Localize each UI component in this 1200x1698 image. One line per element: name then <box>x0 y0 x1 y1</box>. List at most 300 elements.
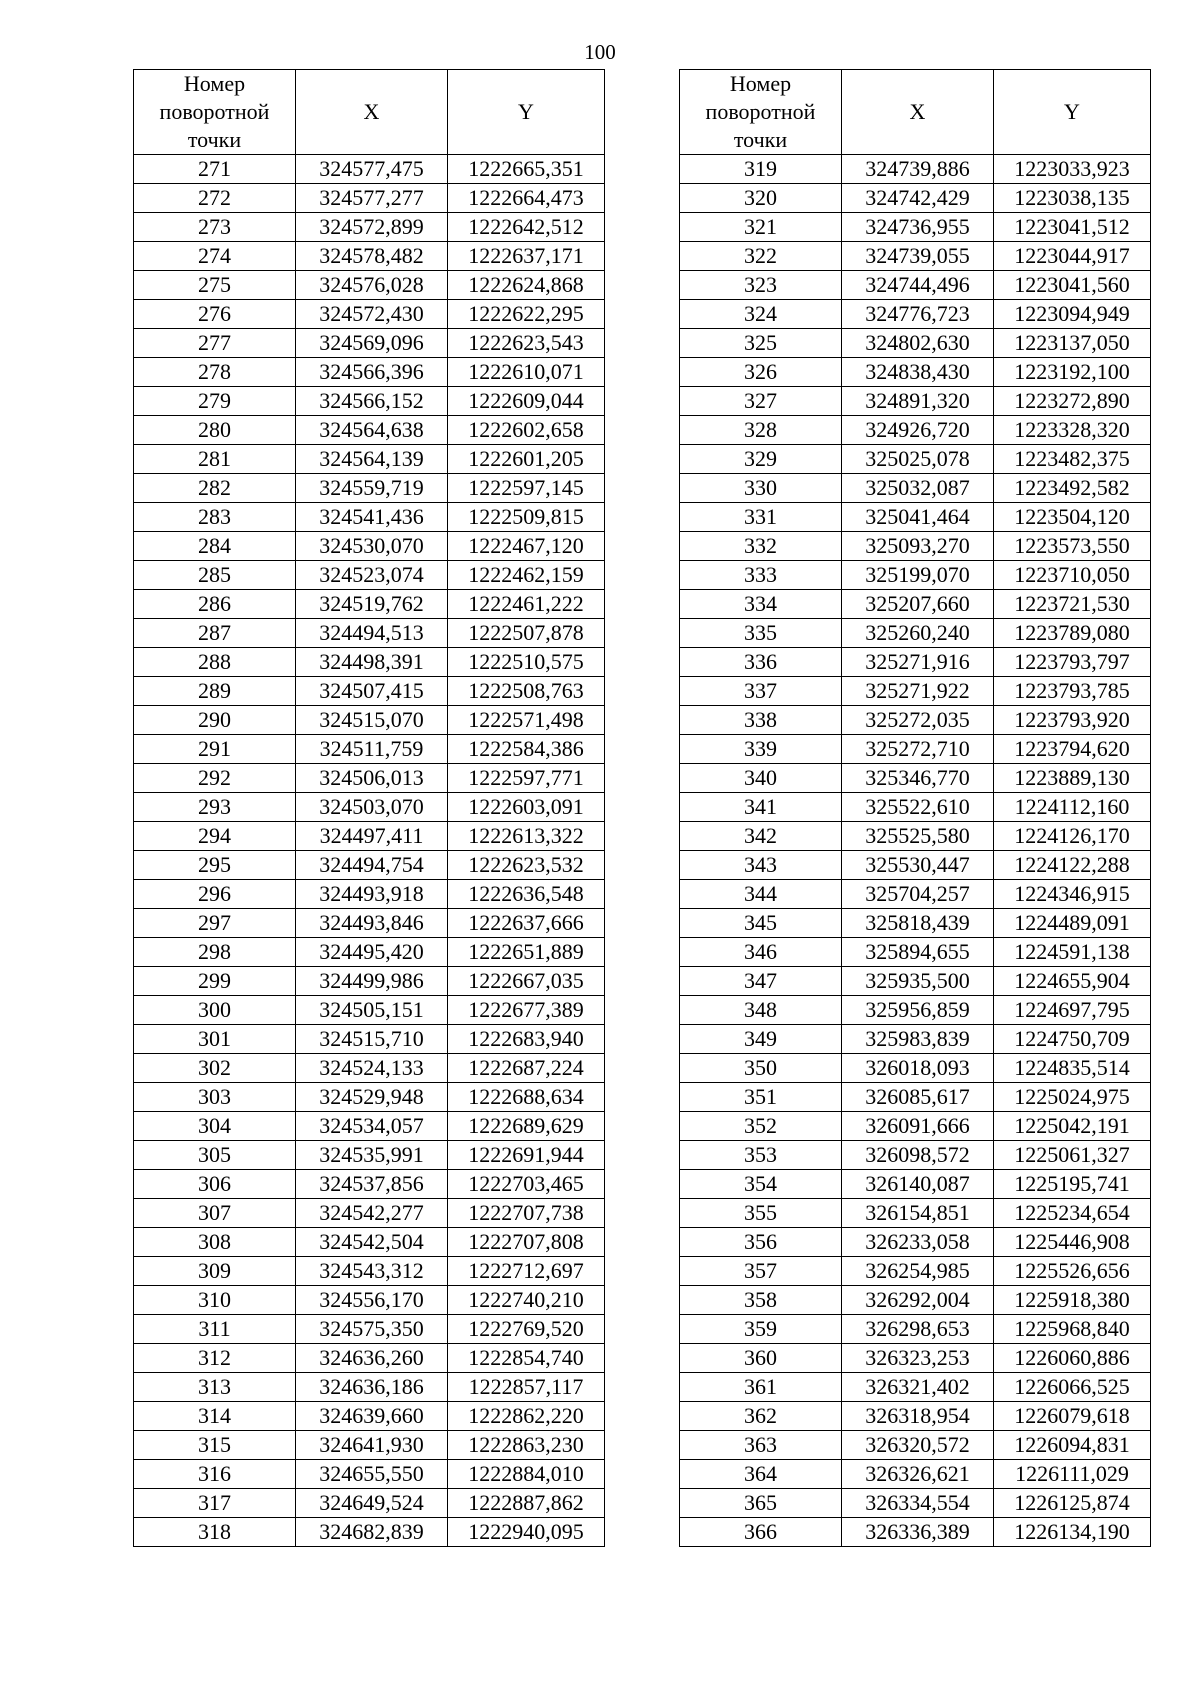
header-row <box>134 70 605 155</box>
cell-x: 324566,152 <box>296 387 448 416</box>
table-row <box>680 619 1151 648</box>
cell-y: 1225446,908 <box>994 1228 1151 1257</box>
cell-y: 1223794,620 <box>994 735 1151 764</box>
cell-y: 1222584,386 <box>448 735 605 764</box>
cell-x: 324493,846 <box>296 909 448 938</box>
cell-y: 1222857,117 <box>448 1373 605 1402</box>
cell-point-number: 304 <box>134 1112 296 1141</box>
cell-point-number: 327 <box>680 387 842 416</box>
header-point-number-line: поворотной <box>705 99 816 124</box>
cell-x: 324542,277 <box>296 1199 448 1228</box>
cell-x: 324537,856 <box>296 1170 448 1199</box>
cell-x: 325199,070 <box>842 561 994 590</box>
cell-y: 1223328,320 <box>994 416 1151 445</box>
header-point-number-line: точки <box>733 127 788 152</box>
cell-point-number: 339 <box>680 735 842 764</box>
cell-point-number: 294 <box>134 822 296 851</box>
cell-x: 324515,710 <box>296 1025 448 1054</box>
table-row <box>680 909 1151 938</box>
cell-x: 325530,447 <box>842 851 994 880</box>
table-row <box>134 938 605 967</box>
header-row <box>680 70 1151 155</box>
cell-point-number: 346 <box>680 938 842 967</box>
cell-y: 1222651,889 <box>448 938 605 967</box>
cell-x: 326336,389 <box>842 1518 994 1547</box>
cell-y: 1222636,548 <box>448 880 605 909</box>
cell-y: 1222688,634 <box>448 1083 605 1112</box>
cell-y: 1222609,044 <box>448 387 605 416</box>
cell-point-number: 308 <box>134 1228 296 1257</box>
cell-point-number: 278 <box>134 358 296 387</box>
table-row <box>680 1402 1151 1431</box>
cell-point-number: 318 <box>134 1518 296 1547</box>
cell-x: 325818,439 <box>842 909 994 938</box>
cell-point-number: 298 <box>134 938 296 967</box>
cell-point-number: 326 <box>680 358 842 387</box>
cell-x: 325093,270 <box>842 532 994 561</box>
table-row <box>134 184 605 213</box>
cell-y: 1222597,771 <box>448 764 605 793</box>
table-row <box>134 619 605 648</box>
cell-point-number: 355 <box>680 1199 842 1228</box>
cell-y: 1224591,138 <box>994 938 1151 967</box>
cell-y: 1222667,035 <box>448 967 605 996</box>
cell-x: 326098,572 <box>842 1141 994 1170</box>
table-row <box>134 213 605 242</box>
cell-y: 1222854,740 <box>448 1344 605 1373</box>
table-row <box>680 1257 1151 1286</box>
cell-y: 1222683,940 <box>448 1025 605 1054</box>
table-row <box>134 155 605 184</box>
cell-point-number: 307 <box>134 1199 296 1228</box>
cell-x: 324529,948 <box>296 1083 448 1112</box>
cell-y: 1222509,815 <box>448 503 605 532</box>
cell-x: 324564,139 <box>296 445 448 474</box>
table-row <box>134 387 605 416</box>
cell-point-number: 287 <box>134 619 296 648</box>
cell-y: 1224122,288 <box>994 851 1151 880</box>
cell-point-number: 337 <box>680 677 842 706</box>
cell-point-number: 347 <box>680 967 842 996</box>
cell-y: 1223482,375 <box>994 445 1151 474</box>
table-row <box>134 822 605 851</box>
cell-y: 1223038,135 <box>994 184 1151 213</box>
cell-point-number: 365 <box>680 1489 842 1518</box>
cell-x: 324578,482 <box>296 242 448 271</box>
cell-x: 324572,430 <box>296 300 448 329</box>
table-row <box>134 329 605 358</box>
cell-point-number: 271 <box>134 155 296 184</box>
cell-x: 325935,500 <box>842 967 994 996</box>
table-row <box>680 474 1151 503</box>
table-row <box>680 590 1151 619</box>
cell-y: 1225061,327 <box>994 1141 1151 1170</box>
table-row <box>134 358 605 387</box>
cell-y: 1222622,295 <box>448 300 605 329</box>
cell-x: 326334,554 <box>842 1489 994 1518</box>
cell-point-number: 335 <box>680 619 842 648</box>
cell-point-number: 358 <box>680 1286 842 1315</box>
cell-x: 326292,004 <box>842 1286 994 1315</box>
cell-x: 324572,899 <box>296 213 448 242</box>
table-row <box>134 1489 605 1518</box>
table-row <box>680 561 1151 590</box>
cell-point-number: 305 <box>134 1141 296 1170</box>
table-row <box>680 271 1151 300</box>
cell-point-number: 360 <box>680 1344 842 1373</box>
coordinates-table-left <box>133 69 605 1547</box>
table-row <box>134 764 605 793</box>
cell-y: 1222665,351 <box>448 155 605 184</box>
table-row <box>680 1112 1151 1141</box>
table-row <box>134 1344 605 1373</box>
cell-x: 326321,402 <box>842 1373 994 1402</box>
table-row <box>680 1489 1151 1518</box>
table-row <box>134 1431 605 1460</box>
cell-point-number: 280 <box>134 416 296 445</box>
table-row <box>134 793 605 822</box>
cell-x: 326298,653 <box>842 1315 994 1344</box>
cell-x: 324559,719 <box>296 474 448 503</box>
cell-point-number: 302 <box>134 1054 296 1083</box>
table-row <box>134 1518 605 1547</box>
cell-point-number: 288 <box>134 648 296 677</box>
cell-y: 1223041,560 <box>994 271 1151 300</box>
table-row <box>680 1518 1151 1547</box>
cell-x: 324523,074 <box>296 561 448 590</box>
cell-x: 324498,391 <box>296 648 448 677</box>
cell-x: 326318,954 <box>842 1402 994 1431</box>
cell-x: 324575,350 <box>296 1315 448 1344</box>
cell-point-number: 320 <box>680 184 842 213</box>
cell-point-number: 272 <box>134 184 296 213</box>
table-row <box>134 706 605 735</box>
table-row <box>134 1025 605 1054</box>
cell-point-number: 344 <box>680 880 842 909</box>
table-row <box>134 271 605 300</box>
cell-point-number: 282 <box>134 474 296 503</box>
table-row <box>680 503 1151 532</box>
cell-y: 1226125,874 <box>994 1489 1151 1518</box>
cell-x: 326018,093 <box>842 1054 994 1083</box>
cell-y: 1226060,886 <box>994 1344 1151 1373</box>
cell-point-number: 290 <box>134 706 296 735</box>
cell-x: 325346,770 <box>842 764 994 793</box>
cell-point-number: 285 <box>134 561 296 590</box>
cell-point-number: 306 <box>134 1170 296 1199</box>
cell-x: 324802,630 <box>842 329 994 358</box>
cell-y: 1223137,050 <box>994 329 1151 358</box>
cell-x: 325704,257 <box>842 880 994 909</box>
table-row <box>134 851 605 880</box>
cell-x: 324495,420 <box>296 938 448 967</box>
table-row <box>680 1460 1151 1489</box>
table-row <box>680 184 1151 213</box>
table-row <box>680 387 1151 416</box>
cell-x: 324838,430 <box>842 358 994 387</box>
cell-x: 324891,320 <box>842 387 994 416</box>
cell-x: 326254,985 <box>842 1257 994 1286</box>
cell-x: 325983,839 <box>842 1025 994 1054</box>
cell-x: 325272,035 <box>842 706 994 735</box>
cell-point-number: 296 <box>134 880 296 909</box>
header-point-number-line: Номер <box>729 71 792 96</box>
table-row <box>134 1199 605 1228</box>
cell-y: 1222571,498 <box>448 706 605 735</box>
cell-point-number: 309 <box>134 1257 296 1286</box>
cell-point-number: 364 <box>680 1460 842 1489</box>
cell-point-number: 273 <box>134 213 296 242</box>
table-row <box>680 155 1151 184</box>
table-row <box>680 1170 1151 1199</box>
table-row <box>134 1170 605 1199</box>
cell-y: 1226066,525 <box>994 1373 1151 1402</box>
cell-point-number: 310 <box>134 1286 296 1315</box>
cell-y: 1226134,190 <box>994 1518 1151 1547</box>
cell-point-number: 324 <box>680 300 842 329</box>
cell-y: 1222510,575 <box>448 648 605 677</box>
table-row <box>680 1344 1151 1373</box>
cell-y: 1226079,618 <box>994 1402 1151 1431</box>
cell-y: 1225042,191 <box>994 1112 1151 1141</box>
cell-x: 324493,918 <box>296 880 448 909</box>
table-row <box>680 300 1151 329</box>
cell-y: 1222712,697 <box>448 1257 605 1286</box>
cell-point-number: 301 <box>134 1025 296 1054</box>
cell-x: 326323,253 <box>842 1344 994 1373</box>
cell-y: 1222603,091 <box>448 793 605 822</box>
cell-x: 324542,504 <box>296 1228 448 1257</box>
cell-y: 1222637,171 <box>448 242 605 271</box>
cell-y: 1224697,795 <box>994 996 1151 1025</box>
page-number: 100 <box>584 40 616 64</box>
cell-point-number: 313 <box>134 1373 296 1402</box>
table-row <box>680 1315 1151 1344</box>
cell-point-number: 316 <box>134 1460 296 1489</box>
cell-x: 324505,151 <box>296 996 448 1025</box>
cell-y: 1222689,629 <box>448 1112 605 1141</box>
cell-y: 1222597,145 <box>448 474 605 503</box>
cell-x: 325272,710 <box>842 735 994 764</box>
cell-point-number: 336 <box>680 648 842 677</box>
cell-point-number: 276 <box>134 300 296 329</box>
cell-point-number: 342 <box>680 822 842 851</box>
cell-x: 324776,723 <box>842 300 994 329</box>
cell-y: 1222707,738 <box>448 1199 605 1228</box>
cell-y: 1222624,868 <box>448 271 605 300</box>
table-row <box>134 1373 605 1402</box>
cell-point-number: 314 <box>134 1402 296 1431</box>
cell-point-number: 332 <box>680 532 842 561</box>
cell-y: 1222508,763 <box>448 677 605 706</box>
cell-y: 1223710,050 <box>994 561 1151 590</box>
cell-point-number: 366 <box>680 1518 842 1547</box>
table-row <box>134 735 605 764</box>
cell-x: 325271,916 <box>842 648 994 677</box>
cell-y: 1224835,514 <box>994 1054 1151 1083</box>
cell-y: 1223041,512 <box>994 213 1151 242</box>
table-row <box>680 938 1151 967</box>
cell-x: 324541,436 <box>296 503 448 532</box>
cell-y: 1225234,654 <box>994 1199 1151 1228</box>
cell-x: 326154,851 <box>842 1199 994 1228</box>
table-row <box>680 793 1151 822</box>
cell-point-number: 350 <box>680 1054 842 1083</box>
cell-y: 1222462,159 <box>448 561 605 590</box>
cell-y: 1223573,550 <box>994 532 1151 561</box>
cell-y: 1222642,512 <box>448 213 605 242</box>
cell-y: 1223094,949 <box>994 300 1151 329</box>
cell-y: 1224750,709 <box>994 1025 1151 1054</box>
cell-x: 324543,312 <box>296 1257 448 1286</box>
cell-y: 1222707,808 <box>448 1228 605 1257</box>
cell-point-number: 289 <box>134 677 296 706</box>
table-row <box>680 242 1151 271</box>
cell-x: 326091,666 <box>842 1112 994 1141</box>
cell-y: 1224346,915 <box>994 880 1151 909</box>
cell-y: 1223789,080 <box>994 619 1151 648</box>
table-row <box>680 706 1151 735</box>
cell-y: 1222863,230 <box>448 1431 605 1460</box>
table-row <box>680 1286 1151 1315</box>
cell-y: 1223793,785 <box>994 677 1151 706</box>
table-row <box>680 213 1151 242</box>
cell-y: 1225918,380 <box>994 1286 1151 1315</box>
cell-y: 1223492,582 <box>994 474 1151 503</box>
cell-x: 325032,087 <box>842 474 994 503</box>
cell-y: 1222623,532 <box>448 851 605 880</box>
cell-point-number: 354 <box>680 1170 842 1199</box>
cell-y: 1226111,029 <box>994 1460 1151 1489</box>
table-row <box>134 300 605 329</box>
cell-x: 324577,277 <box>296 184 448 213</box>
cell-y: 1222940,095 <box>448 1518 605 1547</box>
cell-x: 324519,762 <box>296 590 448 619</box>
cell-point-number: 351 <box>680 1083 842 1112</box>
table-row <box>134 1460 605 1489</box>
cell-x: 324524,133 <box>296 1054 448 1083</box>
cell-point-number: 363 <box>680 1431 842 1460</box>
table-row <box>680 735 1151 764</box>
cell-x: 326085,617 <box>842 1083 994 1112</box>
table-row <box>680 1054 1151 1083</box>
cell-point-number: 286 <box>134 590 296 619</box>
table-row <box>680 677 1151 706</box>
cell-y: 1223272,890 <box>994 387 1151 416</box>
cell-x: 325025,078 <box>842 445 994 474</box>
cell-x: 324503,070 <box>296 793 448 822</box>
cell-x: 326233,058 <box>842 1228 994 1257</box>
table-row <box>680 1025 1151 1054</box>
cell-point-number: 348 <box>680 996 842 1025</box>
cell-point-number: 291 <box>134 735 296 764</box>
cell-x: 324506,013 <box>296 764 448 793</box>
cell-x: 324494,513 <box>296 619 448 648</box>
cell-point-number: 284 <box>134 532 296 561</box>
cell-x: 325207,660 <box>842 590 994 619</box>
cell-x: 325956,859 <box>842 996 994 1025</box>
cell-point-number: 277 <box>134 329 296 358</box>
table-row <box>134 967 605 996</box>
cell-y: 1222691,944 <box>448 1141 605 1170</box>
cell-point-number: 319 <box>680 155 842 184</box>
cell-y: 1223889,130 <box>994 764 1151 793</box>
table-row <box>134 1112 605 1141</box>
header-point-number-line: точки <box>187 127 242 152</box>
cell-x: 325894,655 <box>842 938 994 967</box>
table-row <box>134 1083 605 1112</box>
cell-point-number: 295 <box>134 851 296 880</box>
cell-y: 1222703,465 <box>448 1170 605 1199</box>
cell-y: 1223793,797 <box>994 648 1151 677</box>
table-row <box>134 1286 605 1315</box>
cell-point-number: 338 <box>680 706 842 735</box>
table-row <box>680 1431 1151 1460</box>
coordinates-table-right <box>679 69 1151 1547</box>
cell-x: 324736,955 <box>842 213 994 242</box>
table-row <box>680 648 1151 677</box>
header-x: X <box>296 70 448 155</box>
table-row <box>134 880 605 909</box>
header-point-number <box>134 70 296 155</box>
table-row <box>134 1315 605 1344</box>
cell-point-number: 281 <box>134 445 296 474</box>
cell-point-number: 321 <box>680 213 842 242</box>
cell-y: 1222507,878 <box>448 619 605 648</box>
cell-point-number: 361 <box>680 1373 842 1402</box>
cell-x: 326140,087 <box>842 1170 994 1199</box>
cell-x: 324511,759 <box>296 735 448 764</box>
table-row <box>680 1373 1151 1402</box>
cell-x: 325522,610 <box>842 793 994 822</box>
cell-point-number: 283 <box>134 503 296 532</box>
cell-x: 325260,240 <box>842 619 994 648</box>
cell-point-number: 334 <box>680 590 842 619</box>
cell-point-number: 345 <box>680 909 842 938</box>
cell-x: 324636,260 <box>296 1344 448 1373</box>
cell-x: 324739,886 <box>842 155 994 184</box>
table-row <box>680 764 1151 793</box>
cell-y: 1225024,975 <box>994 1083 1151 1112</box>
cell-y: 1225195,741 <box>994 1170 1151 1199</box>
cell-y: 1224655,904 <box>994 967 1151 996</box>
cell-x: 324649,524 <box>296 1489 448 1518</box>
cell-point-number: 322 <box>680 242 842 271</box>
cell-x: 324636,186 <box>296 1373 448 1402</box>
cell-y: 1222601,205 <box>448 445 605 474</box>
cell-point-number: 340 <box>680 764 842 793</box>
cell-x: 325271,922 <box>842 677 994 706</box>
cell-y: 1223721,530 <box>994 590 1151 619</box>
cell-point-number: 299 <box>134 967 296 996</box>
header-y: Y <box>448 70 605 155</box>
table-row <box>680 416 1151 445</box>
cell-x: 324577,475 <box>296 155 448 184</box>
cell-point-number: 353 <box>680 1141 842 1170</box>
table-row <box>680 1083 1151 1112</box>
cell-x: 324530,070 <box>296 532 448 561</box>
table-row <box>134 474 605 503</box>
table-row <box>680 1228 1151 1257</box>
cell-x: 324507,415 <box>296 677 448 706</box>
cell-y: 1222623,543 <box>448 329 605 358</box>
table-row <box>680 445 1151 474</box>
cell-point-number: 349 <box>680 1025 842 1054</box>
cell-x: 324535,991 <box>296 1141 448 1170</box>
table-row <box>680 996 1151 1025</box>
cell-x: 324499,986 <box>296 967 448 996</box>
cell-y: 1224112,160 <box>994 793 1151 822</box>
